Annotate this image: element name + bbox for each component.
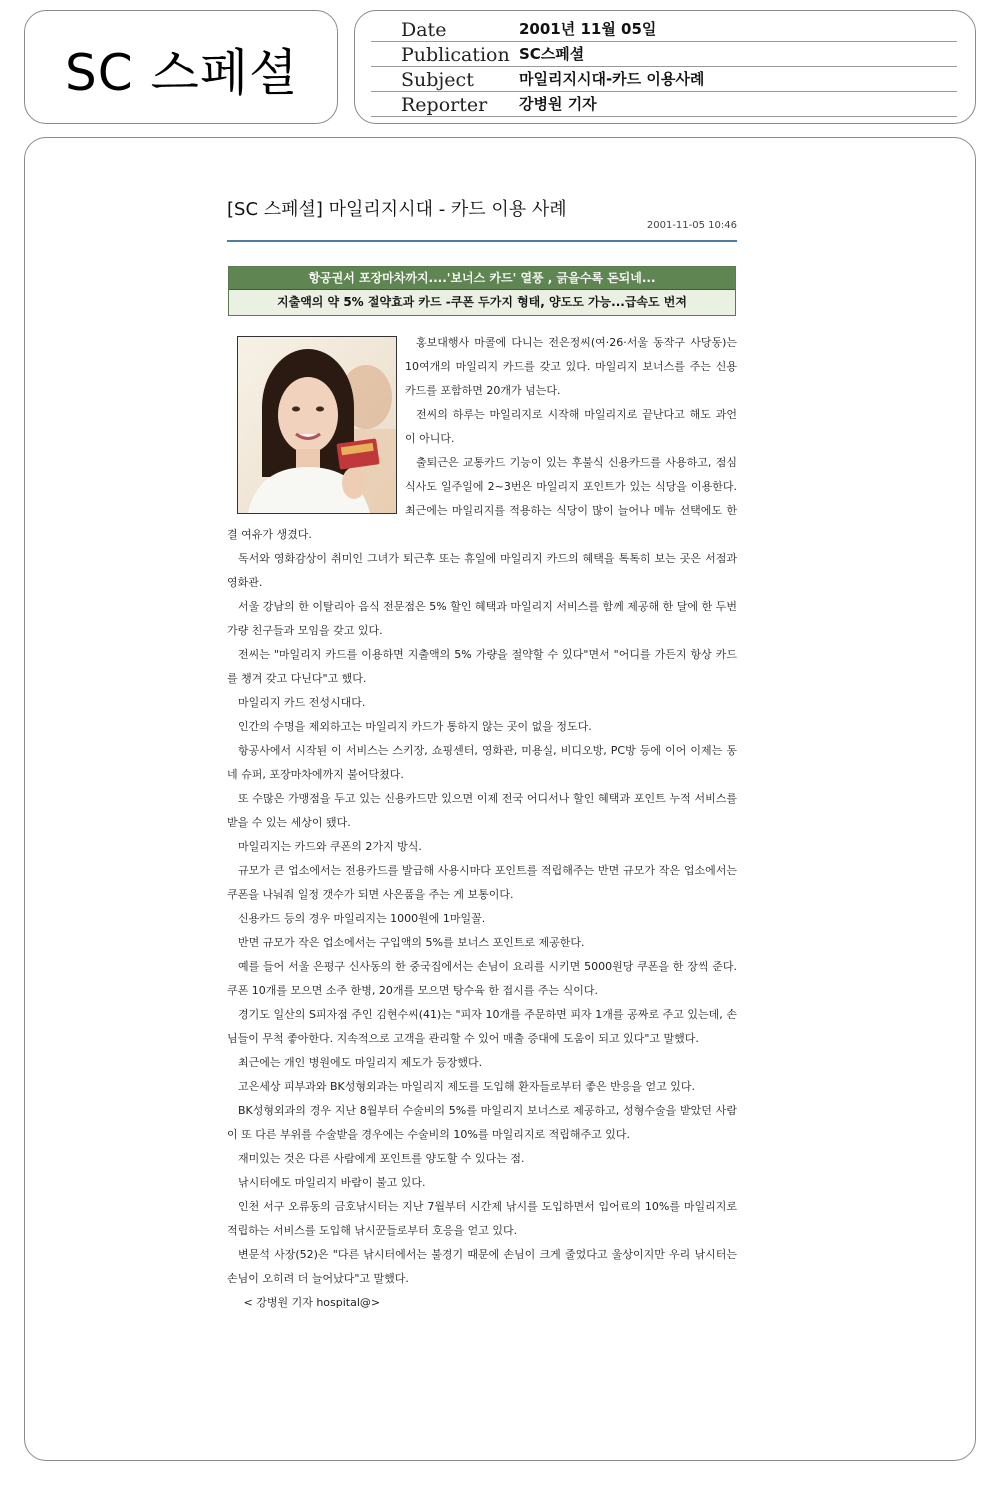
meta-row-date: [371, 16, 957, 42]
article-paragraph: 낚시터에도 마일리지 바람이 불고 있다.: [238, 1176, 426, 1189]
meta-value: SC스페셜: [519, 45, 585, 63]
meta-label: Reporter: [401, 94, 488, 116]
article-paragraph: 변문석 사장(52)은 "다른 낚시터에서는 불경기 때문에 손님이 크게 줄었다고 울상이지만 우리 낚시터는 손님이 오히려 더 늘어났다"고 말했다.: [227, 1248, 737, 1285]
article-paragraph: 반면 규모가 작은 업소에서는 구입액의 5%를 보너스 포인트로 제공한다.: [238, 936, 585, 949]
article-byline: < 강병원 기자 hospital@>: [243, 1296, 381, 1309]
article-paragraph: 예를 들어 서울 은평구 신사동의 한 중국집에서는 손님이 요리를 시키면 5000원당 쿠폰을 한 장씩 준다. 쿠폰 10개를 모으면 소주 한병, 20개를 모으면 탕수육 한 접시를 주는 식이다.: [227, 960, 737, 997]
publication-logo: SC 스페셜: [65, 44, 299, 102]
subtitle-secondary: 지출액의 약 5% 절약효과 카드 -쿠폰 두가지 형태, 양도도 가능...급속도 번져: [229, 290, 735, 315]
article-paragraph: 출퇴근은 교통카드 기능이 있는 후불식 신용카드를 사용하고, 점심식사도 일주일에 2~3번은 마일리지 포인트가 있는 식당을 이용한다. 최근에는 마일리지를 적용하는 식당이 많이 늘어나 메뉴 선택에도 한결 여유가 생겼다.: [227, 456, 737, 541]
article-paragraph: 또 수많은 가맹점을 두고 있는 신용카드만 있으면 이제 전국 어디서나 할인 혜택과 포인트 누적 서비스를 받을 수 있는 세상이 됐다.: [227, 792, 737, 829]
meta-row-reporter: [371, 91, 957, 117]
subtitle-box: [228, 266, 736, 316]
article-paragraph: 인간의 수명을 제외하고는 마일리지 카드가 통하지 않는 곳이 없을 정도다.: [238, 720, 592, 733]
article-body: [227, 331, 737, 1315]
article-paragraph: 규모가 큰 업소에서는 전용카드를 발급해 사용시마다 포인트를 적립해주는 반면 규모가 작은 업소에서는 쿠폰을 나눠줘 일정 갯수가 되면 사은품을 주는 게 보통이다.: [227, 864, 737, 901]
meta-value: 마일리지시대-카드 이용사례: [519, 70, 705, 88]
meta-box: [354, 10, 976, 124]
meta-row-publication: [371, 41, 957, 67]
article-paragraph: 경기도 일산의 S피자점 주인 김현수씨(41)는 "피자 10개를 주문하면 피자 1개를 공짜로 주고 있는데, 손님들이 무척 좋아한다. 지속적으로 고객을 관리할 수 있어 매출 증대에 도움이 되고 있다"고 말했다.: [227, 1008, 737, 1045]
article-paragraph: 최근에는 개인 병원에도 마일리지 제도가 등장했다.: [238, 1056, 483, 1069]
logo-box: [24, 10, 338, 124]
article-paragraph: 서울 강남의 한 이탈리아 음식 전문점은 5% 할인 혜택과 마일리지 서비스를 함께 제공해 한 달에 한 두번 가량 친구들과 모임을 갖고 있다.: [227, 600, 737, 637]
article-headline: [SC 스페셜] 마일리지시대 - 카드 이용 사례: [227, 199, 567, 220]
article-timestamp: 2001-11-05 10:46: [646, 220, 737, 231]
article-paragraph: 전씨의 하루는 마일리지로 시작해 마일리지로 끝난다고 해도 과언이 아니다.: [405, 408, 737, 445]
meta-row-subject: [371, 66, 957, 92]
meta-label: Publication: [401, 44, 510, 66]
meta-label: Subject: [401, 69, 474, 91]
headline-rule: [227, 240, 737, 242]
meta-label: Date: [401, 19, 447, 41]
article-paragraph: 고은세상 피부과와 BK성형외과는 마일리지 제도를 도입해 환자들로부터 좋은 반응을 얻고 있다.: [238, 1080, 696, 1093]
article-paragraph: 전씨는 "마일리지 카드를 이용하면 지출액의 5% 가량을 절약할 수 있다"면서 "어디를 가든지 항상 카드를 챙겨 갖고 다닌다"고 했다.: [227, 648, 737, 685]
article-paragraph: 홍보대행사 마콜에 다니는 전은정씨(여·26·서울 동작구 사당동)는 10여개의 마일리지 카드를 갖고 있다. 마일리지 보너스를 주는 신용카드를 포함하면 20개가 넘는다.: [405, 336, 737, 397]
subtitle-primary: 항공권서 포장마차까지....'보너스 카드' 열풍 , 긁을수록 돈되네...: [229, 267, 735, 290]
article-paragraph: 신용카드 등의 경우 마일리지는 1000원에 1마일꼴.: [238, 912, 486, 925]
article-paragraph: 인천 서구 오류동의 금호낚시터는 지난 7월부터 시간제 낚시를 도입하면서 입어료의 10%를 마일리지로 적립하는 서비스를 도입해 낚시꾼들로부터 호응을 얻고 있다.: [227, 1200, 737, 1237]
article-paragraph: 독서와 영화감상이 취미인 그녀가 퇴근후 또는 휴일에 마일리지 카드의 혜택을 톡톡히 보는 곳은 서점과 영화관.: [227, 552, 737, 589]
meta-value: 2001년 11월 05일: [519, 20, 657, 38]
article-paragraph: 항공사에서 시작된 이 서비스는 스키장, 쇼핑센터, 영화관, 미용실, 비디오방, PC방 등에 이어 이제는 동네 슈퍼, 포장마차에까지 불어닥쳤다.: [227, 744, 737, 781]
article-box: [24, 137, 976, 1461]
article-paragraph: BK성형외과의 경우 지난 8월부터 수술비의 5%를 마일리지 보너스로 제공하고, 성형수술을 받았던 사람이 또 다른 부위를 수술받을 경우에는 수술비의 10%를 마일리지로 적립해주고 있다.: [227, 1104, 737, 1141]
meta-value: 강병원 기자: [519, 95, 597, 113]
article-paragraph: 재미있는 것은 다른 사람에게 포인트를 양도할 수 있다는 점.: [238, 1152, 525, 1165]
article-paragraph: 마일리지 카드 전성시대다.: [238, 696, 366, 709]
article-paragraph: 마일리지는 카드와 쿠폰의 2가지 방식.: [238, 840, 422, 853]
